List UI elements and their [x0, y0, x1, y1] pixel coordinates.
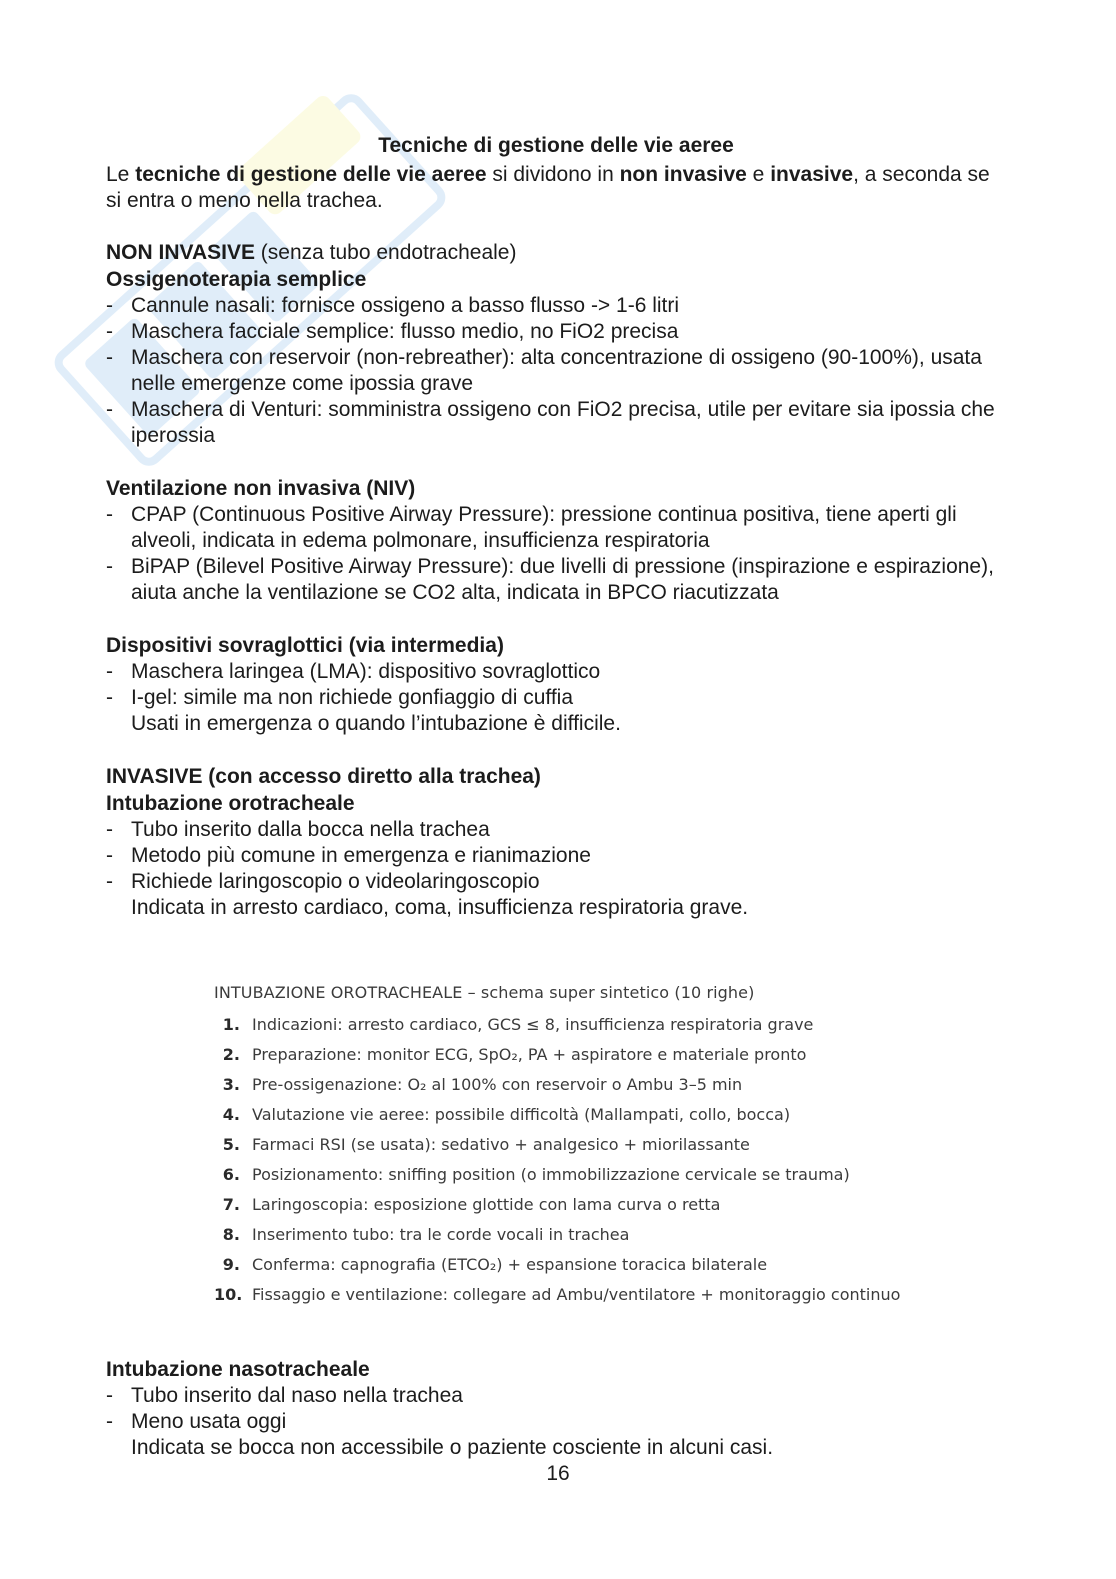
- step-text: Pre-ossigenazione: O₂ al 100% con reservoir o Ambu 3–5 min: [252, 1075, 743, 1094]
- intubation-steps-figure: [214, 978, 954, 1310]
- subheading-orotracheale: Intubazione orotracheale: [106, 792, 355, 815]
- step-number: 6.: [222, 1165, 240, 1184]
- step-number: 9.: [222, 1255, 240, 1274]
- page-number: 16: [546, 1462, 570, 1485]
- nasotracheale-note: Indicata se bocca non accessibile o paziente cosciente in alcuni casi.: [131, 1436, 774, 1459]
- figure-title: INTUBAZIONE OROTRACHEALE – schema super sintetico (10 righe): [214, 983, 755, 1002]
- step-number: 10.: [214, 1285, 243, 1304]
- list-item: - Tubo inserito dalla bocca nella trachea: [106, 817, 1006, 843]
- intro-text: Le: [106, 163, 136, 186]
- figure-steps-list: [214, 1010, 954, 1310]
- figure-step: [214, 1160, 954, 1190]
- list-item: - BiPAP (Bilevel Positive Airway Pressure): due livelli di pressione (inspirazione e espirazione), aiuta anche la ventilazione se CO2 alta, indicata in BPCO riacutizzata: [106, 554, 1006, 606]
- list-item: - Maschera laringea (LMA): dispositivo sovraglottico: [106, 659, 1006, 685]
- list-item: - I-gel: simile ma non richiede gonfiaggio di cuffia: [106, 685, 1006, 711]
- list-item: - Tubo inserito dal naso nella trachea: [106, 1383, 1006, 1409]
- step-text: Preparazione: monitor ECG, SpO₂, PA + aspiratore e materiale pronto: [252, 1045, 807, 1064]
- page-title: Tecniche di gestione delle vie aeree: [378, 134, 734, 157]
- figure-step: [214, 1130, 954, 1160]
- document-page-bottom: [106, 1356, 1006, 1461]
- intro-paragraph: [106, 162, 1006, 214]
- step-text: Fissaggio e ventilazione: collegare ad Ambu/ventilatore + monitoraggio continuo: [252, 1285, 901, 1304]
- list-item: - Metodo più comune in emergenza e rianimazione: [106, 843, 1006, 869]
- step-number: 2.: [222, 1045, 240, 1064]
- list-item: - CPAP (Continuous Positive Airway Pressure): pressione continua positiva, tiene aperti gli alveoli, indicata in edema polmonare, insufficienza respiratoria: [106, 502, 1006, 554]
- list-item: - Maschera con reservoir (non-rebreather): alta concentrazione di ossigeno (90-100%), usata nelle emergenze come ipossia grave: [106, 345, 1006, 397]
- intro-bold-term: invasive: [770, 163, 854, 186]
- step-number: 8.: [222, 1225, 240, 1244]
- step-text: Posizionamento: sniffing position (o immobilizzazione cervicale se trauma): [252, 1165, 850, 1184]
- step-text: Valutazione vie aeree: possibile difficoltà (Mallampati, collo, bocca): [252, 1105, 791, 1124]
- step-text: Conferma: capnografia (ETCO₂) + espansione toracica bilaterale: [252, 1255, 768, 1274]
- section-heading-invasive: INVASIVE (con accesso diretto alla trachea): [106, 765, 541, 788]
- list-item: - Cannule nasali: fornisce ossigeno a basso flusso -> 1-6 litri: [106, 293, 1006, 319]
- sovraglottici-note: Usati in emergenza o quando l’intubazione è difficile.: [131, 712, 621, 735]
- subheading-niv: Ventilazione non invasiva (NIV): [106, 477, 416, 500]
- orotracheale-list: [106, 817, 1006, 895]
- list-item: - Richiede laringoscopio o videolaringoscopio: [106, 869, 1006, 895]
- intro-text: e: [746, 163, 771, 186]
- figure-step: [214, 1250, 954, 1280]
- figure-step: [214, 1010, 954, 1040]
- subheading-ossigenoterapia: Ossigenoterapia semplice: [106, 268, 367, 291]
- nasotracheale-list: [106, 1383, 1006, 1435]
- orotracheale-note: Indicata in arresto cardiaco, coma, insufficienza respiratoria grave.: [131, 896, 749, 919]
- step-number: 7.: [222, 1195, 240, 1214]
- step-text: Inserimento tubo: tra le corde vocali in trachea: [252, 1225, 630, 1244]
- figure-step: [214, 1280, 954, 1310]
- step-number: 5.: [222, 1135, 240, 1154]
- sovraglottici-list: [106, 659, 1006, 711]
- step-text: Laringoscopia: esposizione glottide con lama curva o retta: [252, 1195, 721, 1214]
- list-item: - Maschera di Venturi: somministra ossigeno con FiO2 precisa, utile per evitare sia ipossia che iperossia: [106, 397, 1006, 449]
- figure-step: [214, 1070, 954, 1100]
- document-page: [106, 132, 1006, 921]
- figure-step: [214, 1190, 954, 1220]
- section-heading-rest: (senza tubo endotracheale): [254, 241, 517, 264]
- intro-bold-term: tecniche di gestione delle vie aeree: [135, 163, 487, 186]
- step-number: 4.: [222, 1105, 240, 1124]
- figure-step: [214, 1220, 954, 1250]
- step-number: 1.: [222, 1015, 240, 1034]
- intro-bold-term: non invasive: [619, 163, 747, 186]
- figure-step: [214, 1100, 954, 1130]
- section-heading-non-invasive: [106, 240, 1006, 266]
- figure-step: [214, 1040, 954, 1070]
- intro-text: si dividono in: [486, 163, 620, 186]
- step-text: Farmaci RSI (se usata): sedativo + analgesico + miorilassante: [252, 1135, 750, 1154]
- step-text: Indicazioni: arresto cardiaco, GCS ≤ 8, insufficienza respiratoria grave: [252, 1015, 814, 1034]
- subheading-nasotracheale: Intubazione nasotracheale: [106, 1358, 370, 1381]
- ossigenoterapia-list: [106, 293, 1006, 449]
- niv-list: [106, 502, 1006, 606]
- list-item: - Maschera facciale semplice: flusso medio, no FiO2 precisa: [106, 319, 1006, 345]
- step-number: 3.: [222, 1075, 240, 1094]
- intro-text: , a seconda se si entra o meno nella trachea.: [106, 163, 990, 212]
- subheading-sovraglottici: Dispositivi sovraglottici (via intermedia): [106, 634, 504, 657]
- list-item: - Meno usata oggi: [106, 1409, 1006, 1435]
- section-heading-bold: NON INVASIVE: [106, 241, 255, 264]
